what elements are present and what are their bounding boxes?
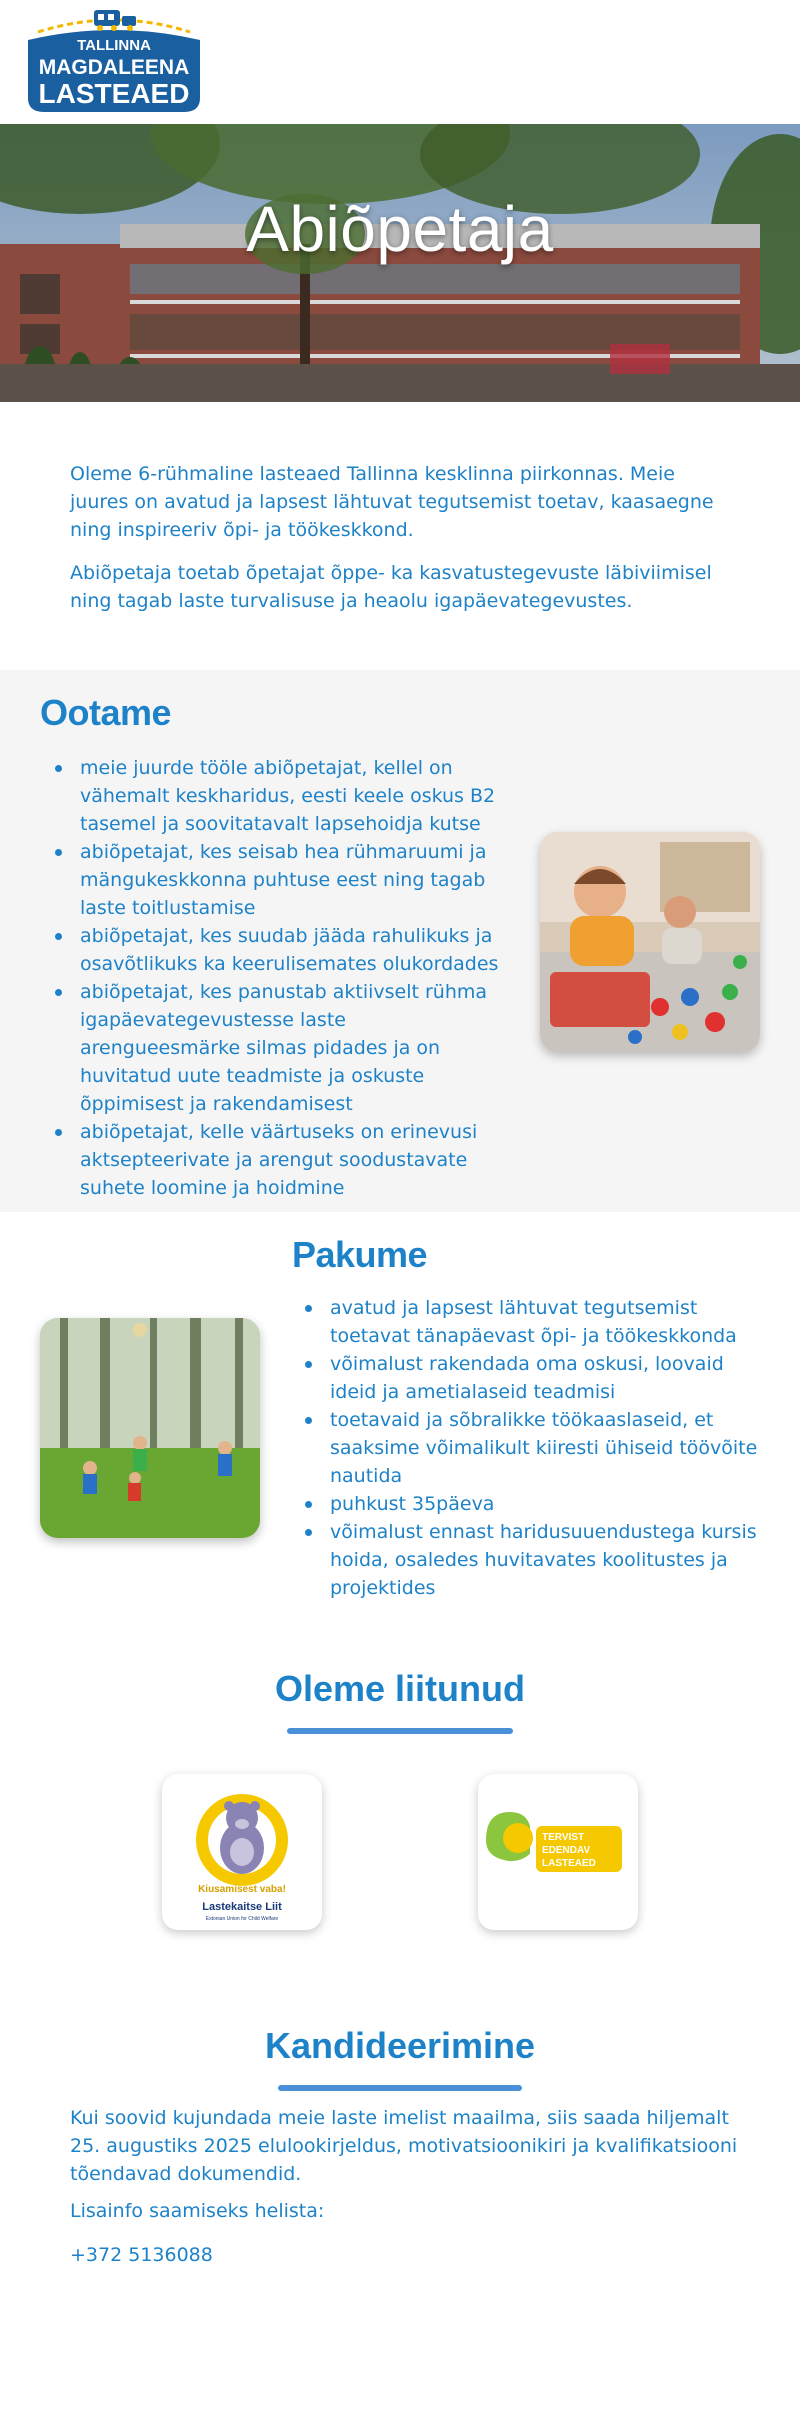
- children-playing-photo: [540, 832, 760, 1052]
- logo-line2: MAGDALEENA: [38, 56, 190, 79]
- list-item: abiõpetajat, kes panustab aktiivselt rühma igapäevategevustesse laste arengueesmärke silmas pidades ja on huvitatud uute teadmiste ja oskuste õppimisest ja rakendamisest: [40, 978, 510, 1118]
- children-in-forest-photo: [40, 1318, 260, 1538]
- partners-heading: Oleme liitunud: [274, 1668, 525, 1709]
- list-item: võimalust ennast haridusuuendustega kursis hoida, osaledes huvitavates koolitustes ja projektides: [290, 1518, 770, 1602]
- pakume-section: [0, 1212, 800, 1642]
- intro-paragraph: Oleme 6-rühmaline lasteaed Tallinna kesklinna piirkonnas. Meie juures on avatud ja lapsest lähtuvat tegutsemist toetav, kaasaegne ning inspireeriv õpi- ja töökeskkond.: [70, 463, 714, 541]
- list-item: toetavaid ja sõbralikke töökaaslaseid, et saaksime võimalikult kiiresti ühiseid töövõite nautida: [290, 1406, 770, 1490]
- badge2-line3: LASTEAED: [542, 1858, 596, 1869]
- ootame-section: [0, 670, 800, 1212]
- intro-section: [0, 402, 800, 670]
- tervist-edendav-lasteaed-badge[interactable]: [478, 1774, 638, 1930]
- list-item: abiõpetajat, kes seisab hea rühmaruumi ja mängukeskkonna puhtuse eest ning tagab laste toitlustamise: [40, 838, 510, 922]
- apple-icon: [486, 1812, 533, 1861]
- application-section: [0, 2019, 800, 2419]
- heading-underline: [278, 2085, 522, 2091]
- partners-section: [0, 1642, 800, 2019]
- badge-org-name: Lastekaitse Liit: [202, 1901, 282, 1913]
- badge2-line2: EDENDAV: [542, 1845, 591, 1856]
- badge-arc-text: Kiusamisest vaba!: [198, 1884, 286, 1895]
- kindergarten-logo[interactable]: [24, 6, 204, 118]
- list-item: abiõpetajat, kelle väärtuseks on erinevusi aktsepteerivate ja arengut soodustavate suhete loomine ja hoidmine: [40, 1118, 510, 1202]
- badge2-line1: TERVIST: [542, 1832, 585, 1843]
- application-heading: Kandideerimine: [264, 2025, 536, 2066]
- logo-line1: TALLINNA: [77, 37, 151, 54]
- application-text: Kui soovid kujundada meie laste imelist maailma, siis saada hiljemalt 25. augustiks 2025 elulookirjeldus, motivatsioonikiri ja kvalifikatsiooni tõendavad dokumendid.: [70, 2107, 738, 2185]
- list-item: abiõpetajat, kes suudab jääda rahulikuks ja osavõtlikuks ka keerulisemates olukordades: [40, 922, 510, 978]
- pakume-heading: Pakume: [292, 1234, 428, 1275]
- intro-paragraph: Abiõpetaja toetab õpetajat õppe- ka kasvatustegevuste läbiviimisel ning tagab laste turvalisuse ja heaolu igapäevategevustes.: [70, 562, 712, 612]
- hero-banner: [0, 124, 800, 402]
- phone-number[interactable]: +372 5136088: [70, 2244, 213, 2266]
- ootame-heading: Ootame: [40, 692, 172, 733]
- site-header: [0, 0, 800, 124]
- train-icon: [94, 10, 136, 31]
- logo-line3: LASTEAED: [38, 78, 190, 109]
- list-item: avatud ja lapsest lähtuvat tegutsemist toetavat tänapäevast õpi- ja töökeskkonda: [290, 1294, 770, 1350]
- heading-underline: [287, 1728, 513, 1734]
- list-item: meie juurde tööle abiõpetajat, kellel on vähemalt keskharidus, eesti keele oskus B2 tasemel ja soovitatavalt lapsehoidja kutse: [40, 754, 510, 838]
- kiusamisest-vaba-badge[interactable]: [162, 1774, 322, 1930]
- badge-org-tagline: Estonian Union for Child Welfare: [205, 1916, 279, 1922]
- ootame-list: [40, 754, 510, 1202]
- pakume-list: [290, 1294, 770, 1602]
- list-item: võimalust rakendada oma oskusi, loovaid ideid ja ametialaseid teadmisi: [290, 1350, 770, 1406]
- info-label: Lisainfo saamiseks helista:: [70, 2200, 325, 2222]
- page-title: Abiõpetaja: [246, 193, 554, 265]
- list-item: puhkust 35päeva: [290, 1490, 770, 1518]
